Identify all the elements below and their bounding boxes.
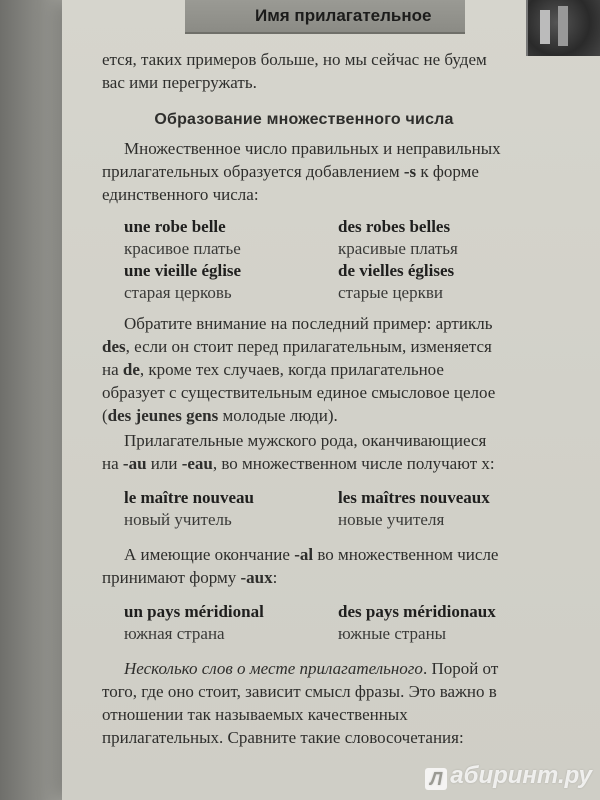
labirint-logo-icon: Л xyxy=(425,768,447,790)
example-ru: новый учитель xyxy=(124,510,232,529)
example-fr: une vieille église xyxy=(124,261,242,280)
paragraph-5: Несколько слов о месте прилагательного. Порой от того, где оно стоит, зависит смысл фразы. Это важно в отношении так называемых качественных прилагательных. Сравните такие словосочетания: xyxy=(102,659,499,747)
example-fr: de vielles églises xyxy=(338,261,455,280)
example-ru: красивые платья xyxy=(338,239,458,258)
running-header xyxy=(185,0,465,34)
paragraph-4: А имеющие окончание -al во множественном числе принимают форму -aux: xyxy=(102,545,499,587)
example-ru: новые учителя xyxy=(338,510,445,529)
example-ru: красивое платье xyxy=(124,239,241,258)
header-title: Имя прилагательное xyxy=(255,6,432,25)
example-ru: старая церковь xyxy=(124,283,232,302)
section-title: Образование множественного числа xyxy=(154,111,454,128)
examples-plural-s xyxy=(124,216,506,304)
example-ru: южная страна xyxy=(124,624,225,643)
example-ru: старые церкви xyxy=(338,283,443,302)
intro-line-1: ется, таких примеров больше, но мы сейчас не будем xyxy=(102,50,487,69)
examples-plural-aux xyxy=(124,601,506,645)
labirint-watermark: Л абиринт.ру xyxy=(425,762,592,790)
page-content xyxy=(102,48,506,749)
example-fr: un pays méridional xyxy=(124,602,264,621)
corner-illustration xyxy=(526,0,600,56)
example-fr: une robe belle xyxy=(124,217,226,236)
paragraph-1: Множественное число правильных и неправильных прилагательных образуется добавлением -s к форме единственного числа: xyxy=(102,139,501,204)
example-fr: des pays méridionaux xyxy=(338,602,496,621)
paragraph-2: Обратите внимание на последний пример: артикль des, если он стоит перед прилагательным, изменяется на de, кроме тех случаев, когда прилагательное образует с существительным единое смысловое целое (des jeunes gens молодые люди). xyxy=(102,314,496,425)
intro-line-2: вас ими перегружать. xyxy=(102,73,257,92)
example-fr: les maîtres nouveaux xyxy=(338,488,490,507)
paragraph-3: Прилагательные мужского рода, оканчивающиеся на -au или -eau, во множественном числе получают x: xyxy=(102,431,495,473)
examples-plural-x xyxy=(124,487,506,531)
example-fr: le maître nouveau xyxy=(124,488,255,507)
example-ru: южные страны xyxy=(338,624,447,643)
example-fr: des robes belles xyxy=(338,217,451,236)
